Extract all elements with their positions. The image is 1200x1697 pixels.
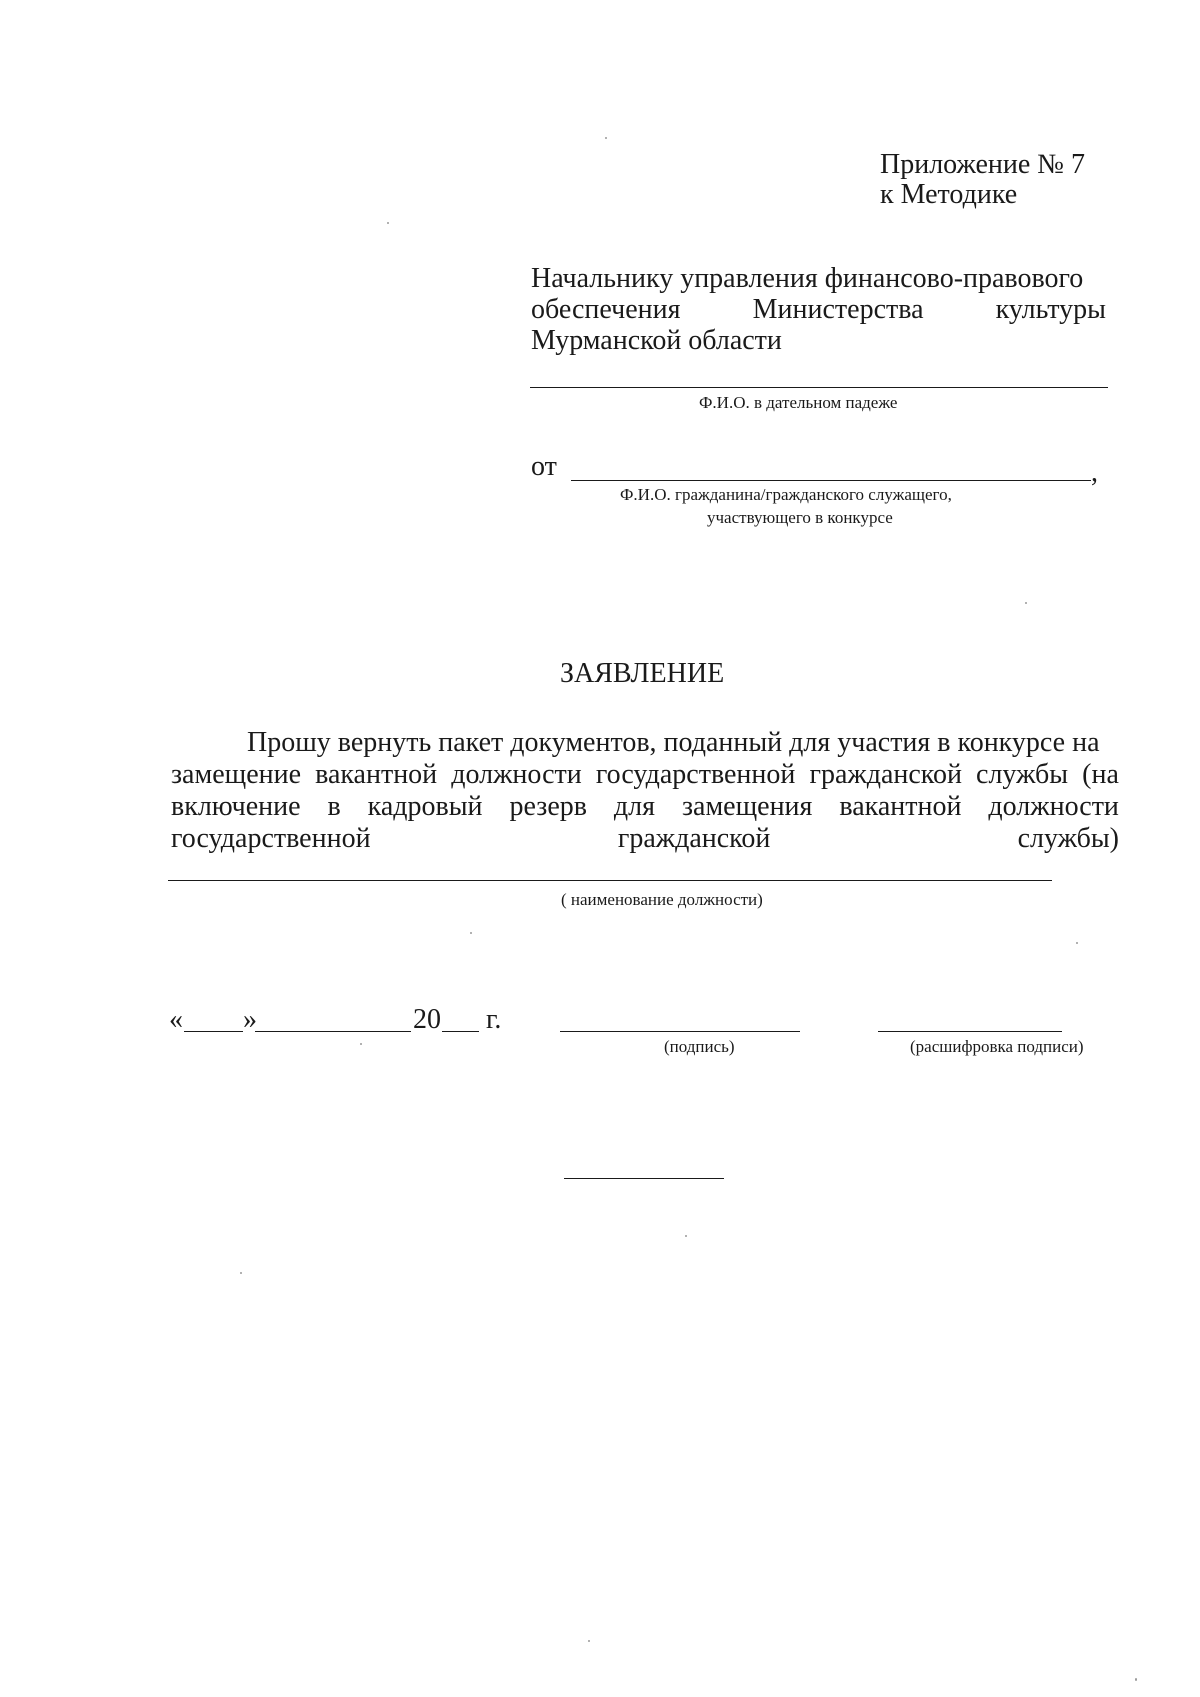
appendix-number: Приложение № 7 — [880, 149, 1085, 180]
body-word: гражданской — [617, 823, 771, 854]
date-year-prefix: 20 — [413, 1004, 441, 1035]
scan-speck — [1025, 602, 1027, 604]
body-word: вакантной — [315, 759, 438, 790]
body-word: государственной — [595, 759, 796, 790]
closing-separator — [564, 1178, 724, 1179]
addressee-line-3: Мурманской области — [531, 325, 782, 356]
scan-speck — [1135, 1678, 1137, 1681]
sender-caption-line-1: Ф.И.О. гражданина/гражданского служащего, — [620, 485, 952, 504]
sender-name-blank — [571, 480, 1091, 481]
signature-blank — [560, 1031, 800, 1032]
signature-decryption-blank — [878, 1031, 1062, 1032]
addressee-word: Министерства — [752, 294, 924, 325]
body-line-4 — [171, 823, 1119, 855]
scan-speck — [240, 1272, 242, 1274]
signature-decryption-caption: (расшифровка подписи) — [910, 1037, 1084, 1056]
scan-speck — [470, 932, 472, 934]
body-word: гражданской — [809, 759, 962, 790]
body-word: государственной — [171, 823, 371, 854]
body-word: включение — [171, 791, 301, 822]
date-day-blank — [184, 1031, 243, 1032]
sender-caption-line-2: участвующего в конкурсе — [707, 508, 893, 527]
body-word: должности — [988, 791, 1119, 822]
body-word: резерв — [509, 791, 587, 822]
body-word: службы) — [1017, 823, 1119, 854]
body-word: службы — [976, 759, 1069, 790]
scan-speck — [360, 1043, 362, 1045]
scan-speck — [1076, 942, 1078, 944]
scan-speck — [588, 1640, 590, 1642]
body-word: кадровый — [367, 791, 483, 822]
addressee-line-2 — [531, 294, 1106, 326]
sender-comma: , — [1091, 457, 1098, 488]
sender-prefix: от — [531, 451, 557, 482]
document-title: ЗАЯВЛЕНИЕ — [560, 658, 725, 689]
date-quote-open: « — [169, 1004, 183, 1035]
scan-speck — [605, 137, 607, 139]
scan-speck — [387, 222, 389, 224]
body-line-3 — [171, 791, 1119, 823]
addressee-text: Начальнику управления финансово-правового — [531, 263, 1084, 294]
body-word: должности — [451, 759, 582, 790]
body-line-1: Прошу вернуть пакет документов, поданный для участия в конкурсе на — [247, 727, 1100, 758]
body-word: для — [613, 791, 656, 822]
addressee-line-1 — [531, 263, 1106, 295]
date-quote-close: » — [243, 1004, 257, 1035]
method-reference: к Методике — [880, 179, 1018, 210]
date-year-blank — [442, 1031, 479, 1032]
scan-speck — [685, 1235, 687, 1237]
body-word: в — [327, 791, 341, 822]
body-line-2 — [171, 759, 1119, 791]
position-name-blank — [168, 880, 1052, 881]
addressee-name-caption: Ф.И.О. в дательном падеже — [699, 393, 898, 412]
body-word: замещения — [681, 791, 813, 822]
date-month-blank — [255, 1031, 411, 1032]
signature-caption: (подпись) — [664, 1037, 735, 1056]
body-word: вакантной — [839, 791, 962, 822]
body-word: (на — [1082, 759, 1119, 790]
position-name-caption: ( наименование должности) — [561, 890, 763, 909]
date-year-suffix: г. — [486, 1004, 502, 1035]
addressee-word: обеспечения — [531, 294, 681, 325]
addressee-word: культуры — [995, 294, 1106, 325]
addressee-name-blank — [530, 387, 1108, 388]
body-word: замещение — [171, 759, 302, 790]
